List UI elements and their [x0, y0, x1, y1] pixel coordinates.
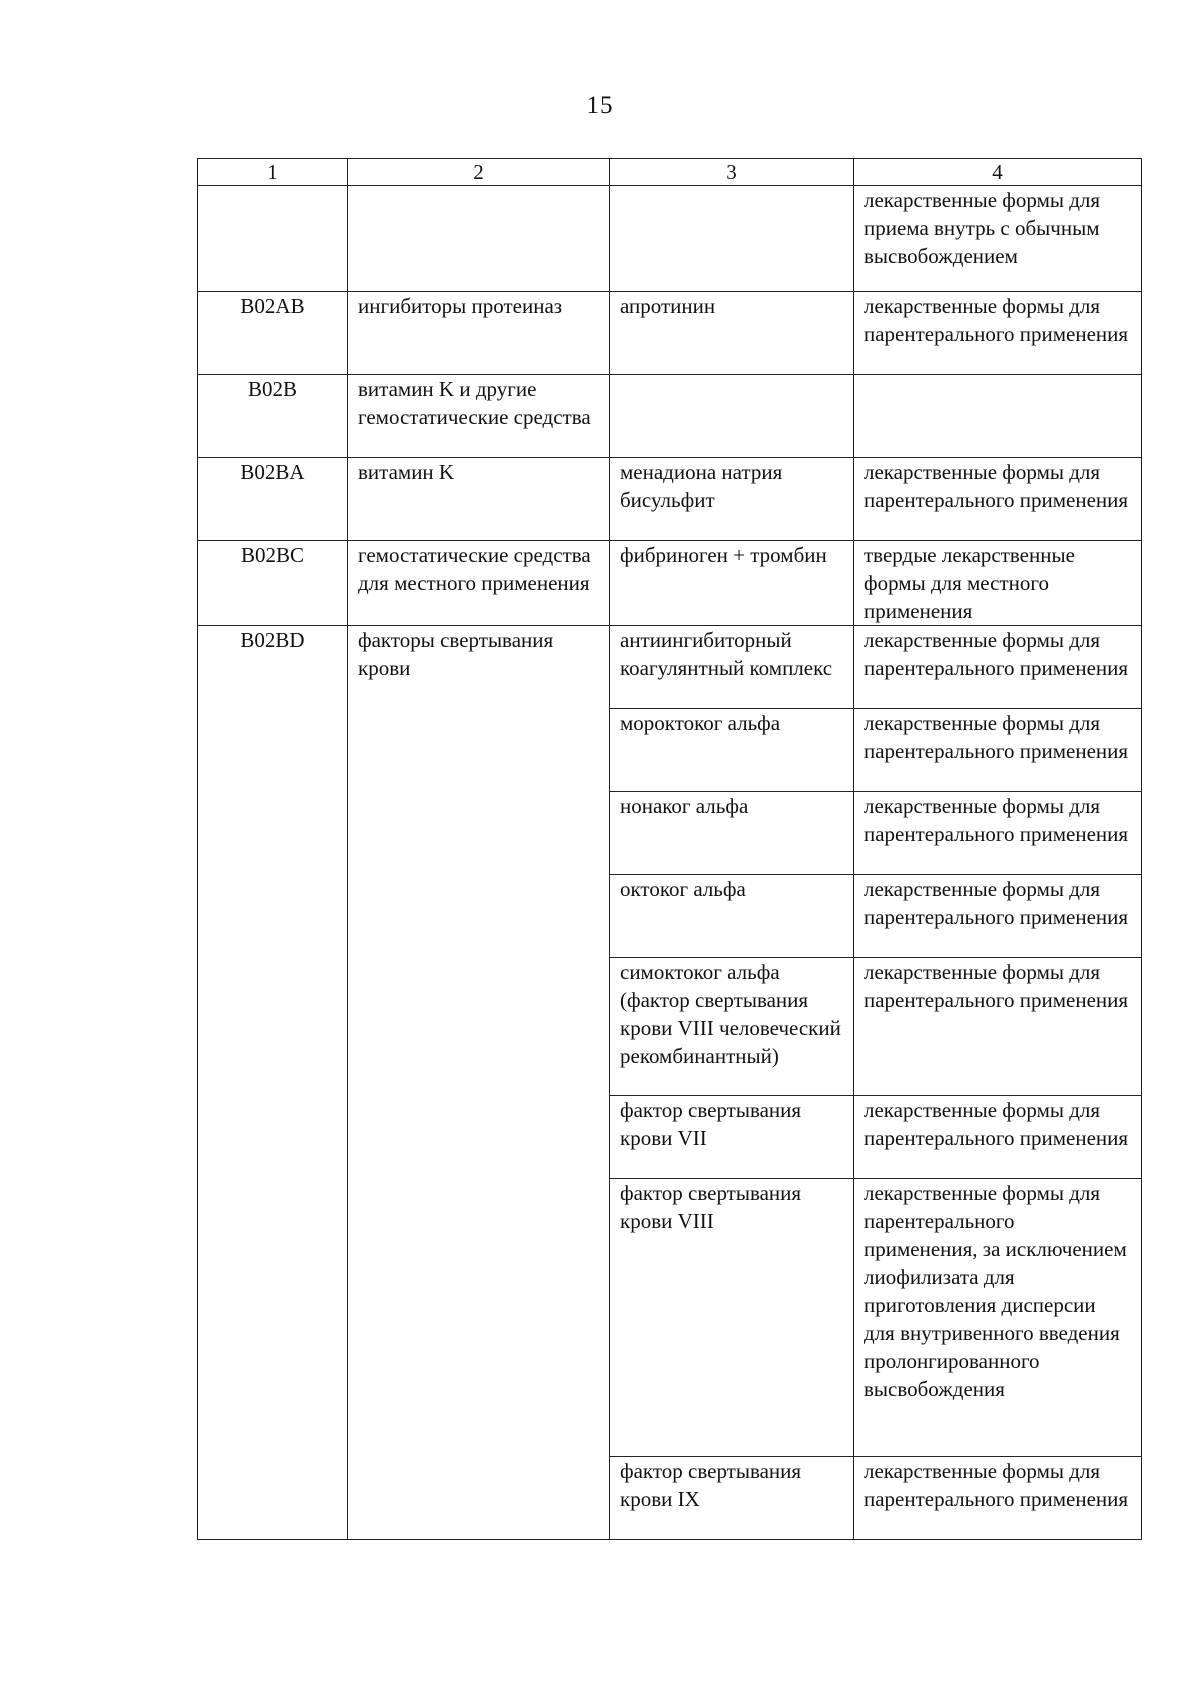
- column-header: 2: [348, 159, 610, 186]
- drug-name-cell: антиингибиторный коагулянтный комплекс: [610, 626, 854, 709]
- dosage-form-cell: лекарственные формы для парентерального применения: [854, 792, 1142, 875]
- drug-name-cell: октоког альфа: [610, 875, 854, 958]
- dosage-form-cell: лекарственные формы для парентерального применения: [854, 1096, 1142, 1179]
- table-row: [198, 458, 1142, 541]
- atc-code-cell: [198, 186, 348, 292]
- dosage-form-cell: твердые лекарственные формы для местного применения: [854, 541, 1142, 626]
- dosage-form-cell: лекарственные формы для парентерального применения: [854, 958, 1142, 1096]
- drug-name-cell: [610, 375, 854, 458]
- table-row: [198, 541, 1142, 626]
- dosage-form-cell: [854, 375, 1142, 458]
- dosage-form-cell: лекарственные формы для парентерального применения: [854, 875, 1142, 958]
- dosage-form-cell: лекарственные формы для парентерального применения: [854, 458, 1142, 541]
- group-cell: гемостатические средства для местного применения: [348, 541, 610, 626]
- dosage-form-cell: лекарственные формы для парентерального применения: [854, 292, 1142, 375]
- column-header: 3: [610, 159, 854, 186]
- page-number: 15: [586, 92, 614, 119]
- column-header: 4: [854, 159, 1142, 186]
- drug-name-cell: менадиона натрия бисульфит: [610, 458, 854, 541]
- group-cell: ингибиторы протеиназ: [348, 292, 610, 375]
- table-row: [198, 186, 1142, 292]
- group-cell: [348, 186, 610, 292]
- drug-name-cell: [610, 186, 854, 292]
- dosage-form-cell: лекарственные формы для парентерального применения: [854, 709, 1142, 792]
- group-cell: витамин K и другие гемостатические средства: [348, 375, 610, 458]
- drug-name-cell: фибриноген + тромбин: [610, 541, 854, 626]
- table-row: [198, 375, 1142, 458]
- group-cell: витамин K: [348, 458, 610, 541]
- table-row: [198, 292, 1142, 375]
- drug-name-cell: фактор свертывания крови VII: [610, 1096, 854, 1179]
- drug-name-cell: фактор свертывания крови VIII: [610, 1179, 854, 1457]
- atc-code-cell: B02AB: [198, 292, 348, 375]
- column-header: 1: [198, 159, 348, 186]
- dosage-form-cell: лекарственные формы для парентерального применения: [854, 626, 1142, 709]
- atc-code-cell: B02BC: [198, 541, 348, 626]
- drug-name-cell: симоктоког альфа (фактор свертывания крови VIII человеческий рекомбинантный): [610, 958, 854, 1096]
- drug-name-cell: нонаког альфа: [610, 792, 854, 875]
- dosage-form-cell: лекарственные формы для парентерального применения: [854, 1457, 1142, 1540]
- table-row: [198, 626, 1142, 709]
- drug-name-cell: апротинин: [610, 292, 854, 375]
- atc-code-cell: B02BD: [198, 626, 348, 1540]
- group-cell: факторы свертывания крови: [348, 626, 610, 1540]
- atc-code-cell: B02BA: [198, 458, 348, 541]
- atc-code-cell: B02B: [198, 375, 348, 458]
- drug-name-cell: мороктоког альфа: [610, 709, 854, 792]
- header-row: [198, 159, 1142, 186]
- drug-name-cell: фактор свертывания крови IX: [610, 1457, 854, 1540]
- dosage-form-cell: лекарственные формы для парентерального применения, за исключением лиофилизата для приготовления дисперсии для внутривенного введения пролонгированного высвобождения: [854, 1179, 1142, 1457]
- dosage-form-cell: лекарственные формы для приема внутрь с обычным высвобождением: [854, 186, 1142, 292]
- drug-table: [197, 158, 1142, 1540]
